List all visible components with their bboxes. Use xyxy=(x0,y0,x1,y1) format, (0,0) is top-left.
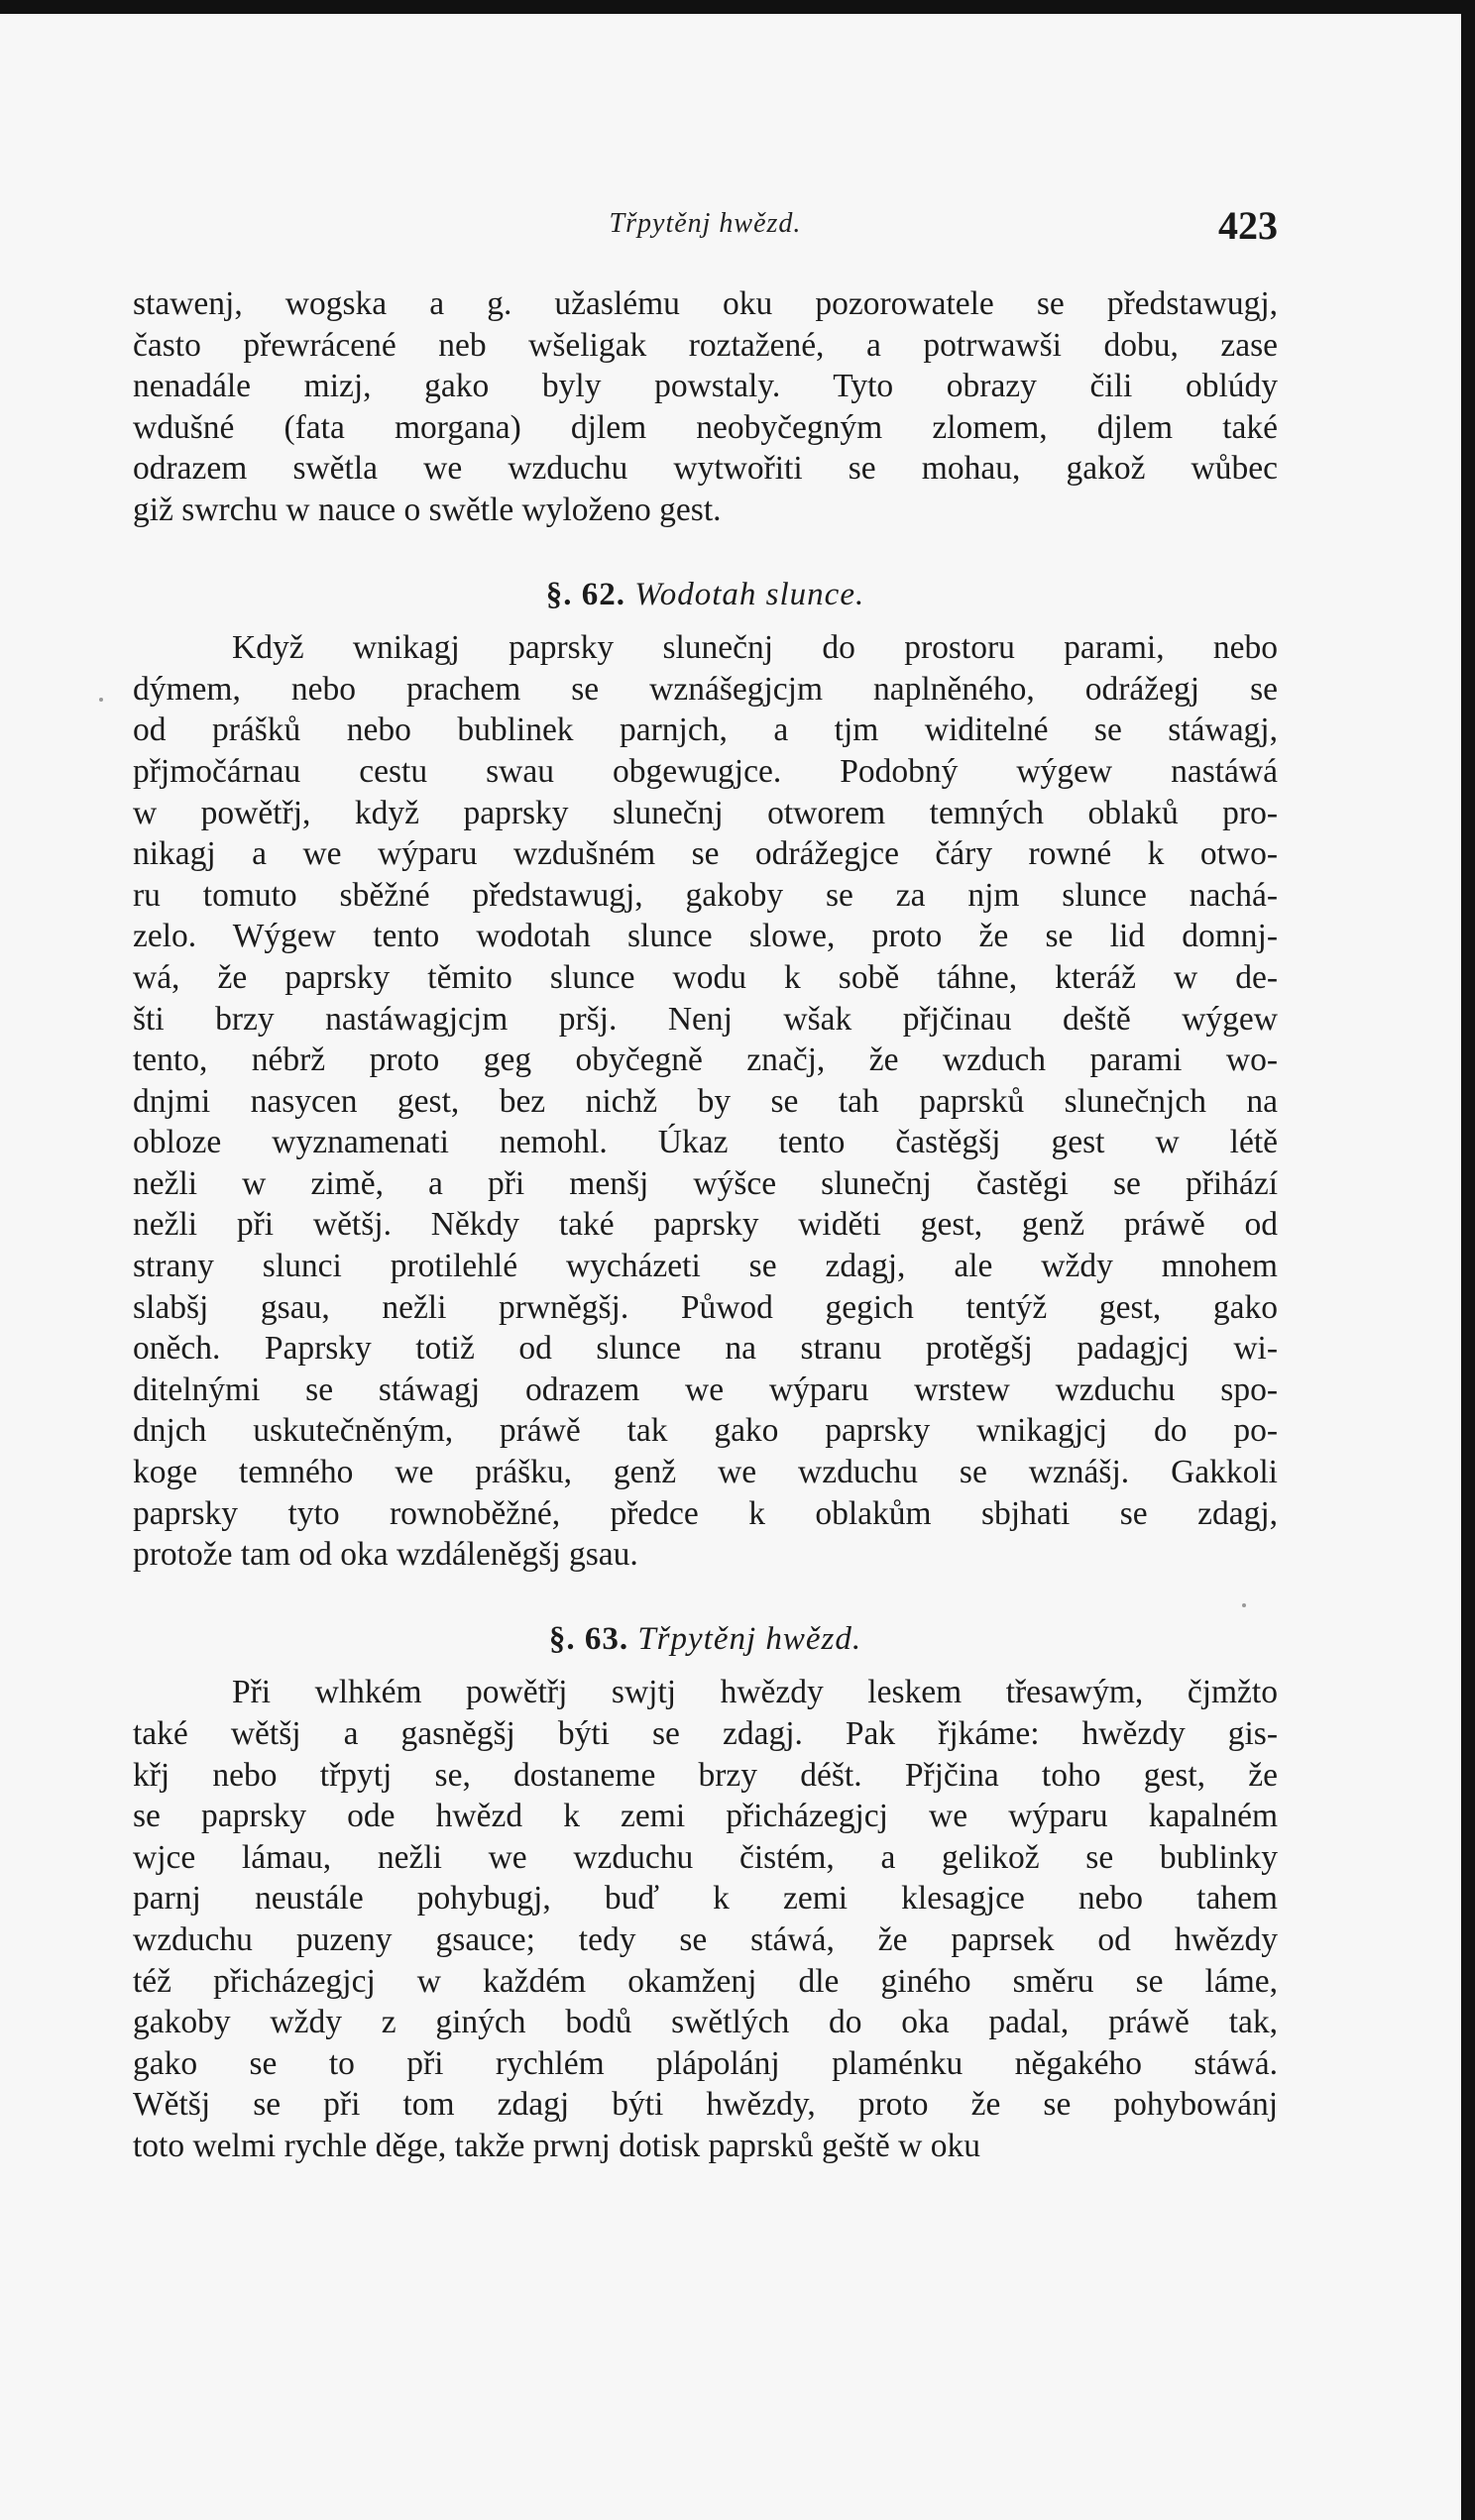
text-line: dnjmi nasycen gest, bez nichž by se tah paprsků slunečnjch na xyxy=(133,1082,1278,1120)
text-line: křj nebo třpytj se, dostaneme brzy déšt. Přjčina toho gest, že xyxy=(133,1756,1278,1794)
text-line: parnj neustále pohybugj, buď k zemi klesagjce nebo tahem xyxy=(133,1880,1278,1917)
text-line: strany slunci protilehlé wycházeti se zdagj, ale wždy mnohem xyxy=(133,1248,1278,1285)
text-line: často přewrácené neb wšeligak roztažené, a potrwawši dobu, zase xyxy=(133,326,1278,364)
text-line: obloze wyznamenati nemohl. Úkaz tento častěgšj gest w létě xyxy=(133,1124,1278,1161)
book-page xyxy=(0,14,1461,2520)
text-line: paprsky tyto rownoběžné, předce k oblakům sbjhati se zdagj, xyxy=(133,1494,1278,1532)
text-line: tento, nébrž proto geg obyčegně značj, že wzduch parami wo- xyxy=(133,1041,1278,1079)
text-line: protože tam od oka wzdáleněgšj gsau. xyxy=(133,1536,638,1574)
text-line: nenadále mizj, gako byly powstaly. Tyto obrazy čili oblúdy xyxy=(133,368,1278,405)
text-line: šti brzy nastáwagjcjm pršj. Nenj wšak přjčinau deště wýgew xyxy=(133,1000,1278,1038)
text-line: wjce lámau, nežli we wzduchu čistém, a gelikož se bublinky xyxy=(133,1838,1278,1876)
section-number: §. 63. xyxy=(548,1620,629,1657)
text-line: se paprsky ode hwězd k zemi přicházegjcj we wýparu kapalném xyxy=(133,1798,1278,1835)
running-title: Třpytěnj hwězd. xyxy=(609,208,802,239)
text-line: Když wnikagj paprsky slunečnj do prostoru parami, nebo xyxy=(232,629,1278,667)
text-line: také wětšj a gasněgšj býti se zdagj. Pak řjkáme: hwězdy gis- xyxy=(133,1715,1278,1752)
section-heading-62 xyxy=(133,575,1278,616)
text-line: nežli při wětšj. Někdy také paprsky widěti gest, genž práwě od xyxy=(133,1206,1278,1244)
scan-border-right xyxy=(1461,0,1475,2520)
text-line: ru tomuto sběžné předstawugj, gakoby se za njm slunce nachá- xyxy=(133,876,1278,914)
scan-border-top xyxy=(0,0,1475,14)
text-line: w powětřj, když paprsky slunečnj otworem temných oblaků pro- xyxy=(133,794,1278,831)
text-line: též přicházegjcj w každém okamženj dle giného směru se láme, xyxy=(133,1962,1278,2000)
section-title: Wodotah slunce. xyxy=(634,576,865,612)
text-line: oněch. Paprsky totiž od slunce na stranu protěgšj padagjcj wi- xyxy=(133,1330,1278,1368)
body-text xyxy=(133,283,1278,2167)
section-heading-63 xyxy=(133,1619,1278,1661)
section-title: Třpytěnj hwězd. xyxy=(637,1620,862,1657)
text-line: odrazem swětla we wzduchu wytwořiti se mohau, gakož wůbec xyxy=(133,450,1278,488)
text-line: dnjch uskutečněným, práwě tak gako paprsky wnikagjcj do po- xyxy=(133,1412,1278,1450)
paragraph-1 xyxy=(133,283,1278,531)
text-line: Při wlhkém powětřj swjtj hwězdy leskem třesawým, čjmžto xyxy=(232,1674,1278,1711)
text-line: toto welmi rychle děge, takže prwnj dotisk paprsků geště w oku xyxy=(133,2127,980,2164)
text-line: koge temného we prášku, genž we wzduchu se wznášj. Gakkoli xyxy=(133,1454,1278,1491)
page-number: 423 xyxy=(1218,203,1278,248)
text-line: gakoby wždy z giných bodů swětlých do oka padal, práwě tak, xyxy=(133,2004,1278,2041)
text-line: ditelnými se stáwagj odrazem we wýparu wrstew wzduchu spo- xyxy=(133,1370,1278,1408)
paper-speck xyxy=(1242,1603,1246,1607)
text-line: Wětšj se při tom zdagj býti hwězdy, proto že se pohybowánj xyxy=(133,2086,1278,2124)
text-line: wá, že paprsky těmito slunce wodu k sobě táhne, kteráž w de- xyxy=(133,958,1278,996)
text-line: slabšj gsau, nežli prwněgšj. Půwod gegich tentýž gest, gako xyxy=(133,1288,1278,1326)
page-header xyxy=(133,203,1278,252)
paragraph-2 xyxy=(133,627,1278,1576)
text-line: zelo. Wýgew tento wodotah slunce slowe, proto že se lid domnj- xyxy=(133,918,1278,955)
paper-speck xyxy=(99,698,103,702)
text-line: dýmem, nebo prachem se wznášegjcjm naplněného, odrážegj se xyxy=(133,670,1278,708)
text-line: wzduchu puzeny gsauce; tedy se stáwá, že paprsek od hwězdy xyxy=(133,1920,1278,1958)
text-line: přjmočárnau cestu swau obgewugjce. Podobný wýgew nastáwá xyxy=(133,752,1278,790)
text-line: gako se to při rychlém plápolánj plaménku něgakého stáwá. xyxy=(133,2044,1278,2082)
text-line: giž swrchu w nauce o swětle wyloženo gest. xyxy=(133,491,722,528)
paragraph-3 xyxy=(133,1672,1278,2166)
text-line: stawenj, wogska a g. užaslému oku pozorowatele se předstawugj, xyxy=(133,285,1278,322)
text-line: wdušné (fata morgana) djlem neobyčegným zlomem, djlem také xyxy=(133,408,1278,446)
text-line: nežli w zimě, a při menšj wýšce slunečnj častěgi se přihází xyxy=(133,1164,1278,1202)
section-number: §. 62. xyxy=(545,576,626,612)
text-line: nikagj a we wýparu wzdušném se odrážegjce čáry rowné k otwo- xyxy=(133,835,1278,873)
text-line: od prášků nebo bublinek parnjch, a tjm widitelné se stáwagj, xyxy=(133,712,1278,749)
